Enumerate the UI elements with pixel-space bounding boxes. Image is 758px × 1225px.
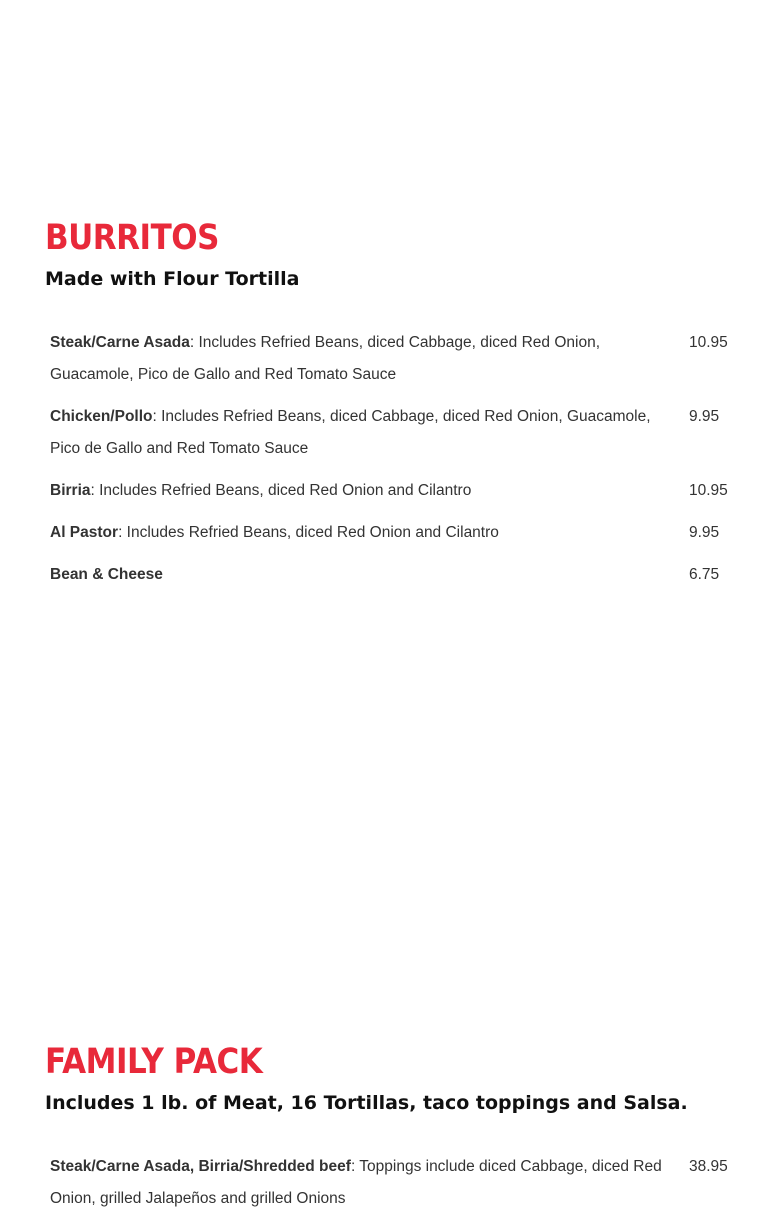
menu-item-price: 38.95 (689, 1158, 728, 1175)
menu-item-description: : Includes Refried Beans, diced Red Onion and Cilantro (90, 482, 472, 499)
menu-item (50, 327, 735, 391)
menu-item (50, 401, 735, 465)
menu-item-name: Birria (50, 482, 91, 499)
menu-item (50, 559, 735, 591)
menu-item-name: Steak/Carne Asada (50, 334, 190, 351)
menu-item-description-block (50, 475, 682, 507)
menu-item-price: 6.75 (689, 566, 720, 583)
menu-item-description: : Includes Refried Beans, diced Red Onion and Cilantro (118, 524, 499, 541)
menu-item-name: Bean & Cheese (50, 566, 163, 583)
menu-item-description-block (50, 1151, 680, 1215)
menu-item-price: 10.95 (689, 482, 728, 499)
burritos-section (45, 217, 735, 292)
menu-item-name: Al Pastor (50, 524, 119, 541)
menu-item-description-block (50, 559, 682, 591)
family-pack-title: FAMILY PACK (45, 1041, 263, 1082)
menu-item-price: 10.95 (689, 334, 728, 351)
family-pack-subtitle: Includes 1 lb. of Meat, 16 Tortillas, taco toppings and Salsa. (45, 1092, 688, 1114)
menu-item-description: : Includes Refried Beans, diced Cabbage, diced Red Onion, Guacamole, Pico de Gallo and Red Tomato Sauce (50, 334, 601, 383)
menu-item-price: 9.95 (689, 524, 720, 541)
menu-item-description-block (50, 401, 682, 465)
menu-item-description-block (50, 327, 682, 391)
menu-item-description: : Toppings include diced Cabbage, diced Red Onion, grilled Jalapeños and grilled Onions (50, 1158, 662, 1207)
burritos-subtitle: Made with Flour Tortilla (45, 268, 300, 290)
burritos-title: BURRITOS (45, 217, 219, 258)
menu-item-description: : Includes Refried Beans, diced Cabbage, diced Red Onion, Guacamole, Pico de Gallo and Red Tomato Sauce (50, 408, 651, 457)
menu-item (50, 517, 735, 549)
menu-item (50, 1151, 735, 1215)
menu-item (50, 475, 735, 507)
menu-item-price: 9.95 (689, 408, 720, 425)
menu-item-name: Chicken/Pollo (50, 408, 153, 425)
menu-item-name: Steak/Carne Asada, Birria/Shredded beef (50, 1158, 351, 1175)
burritos-menu-list (50, 327, 735, 601)
menu-item-description-block (50, 517, 682, 549)
family-pack-section (45, 1041, 735, 1116)
